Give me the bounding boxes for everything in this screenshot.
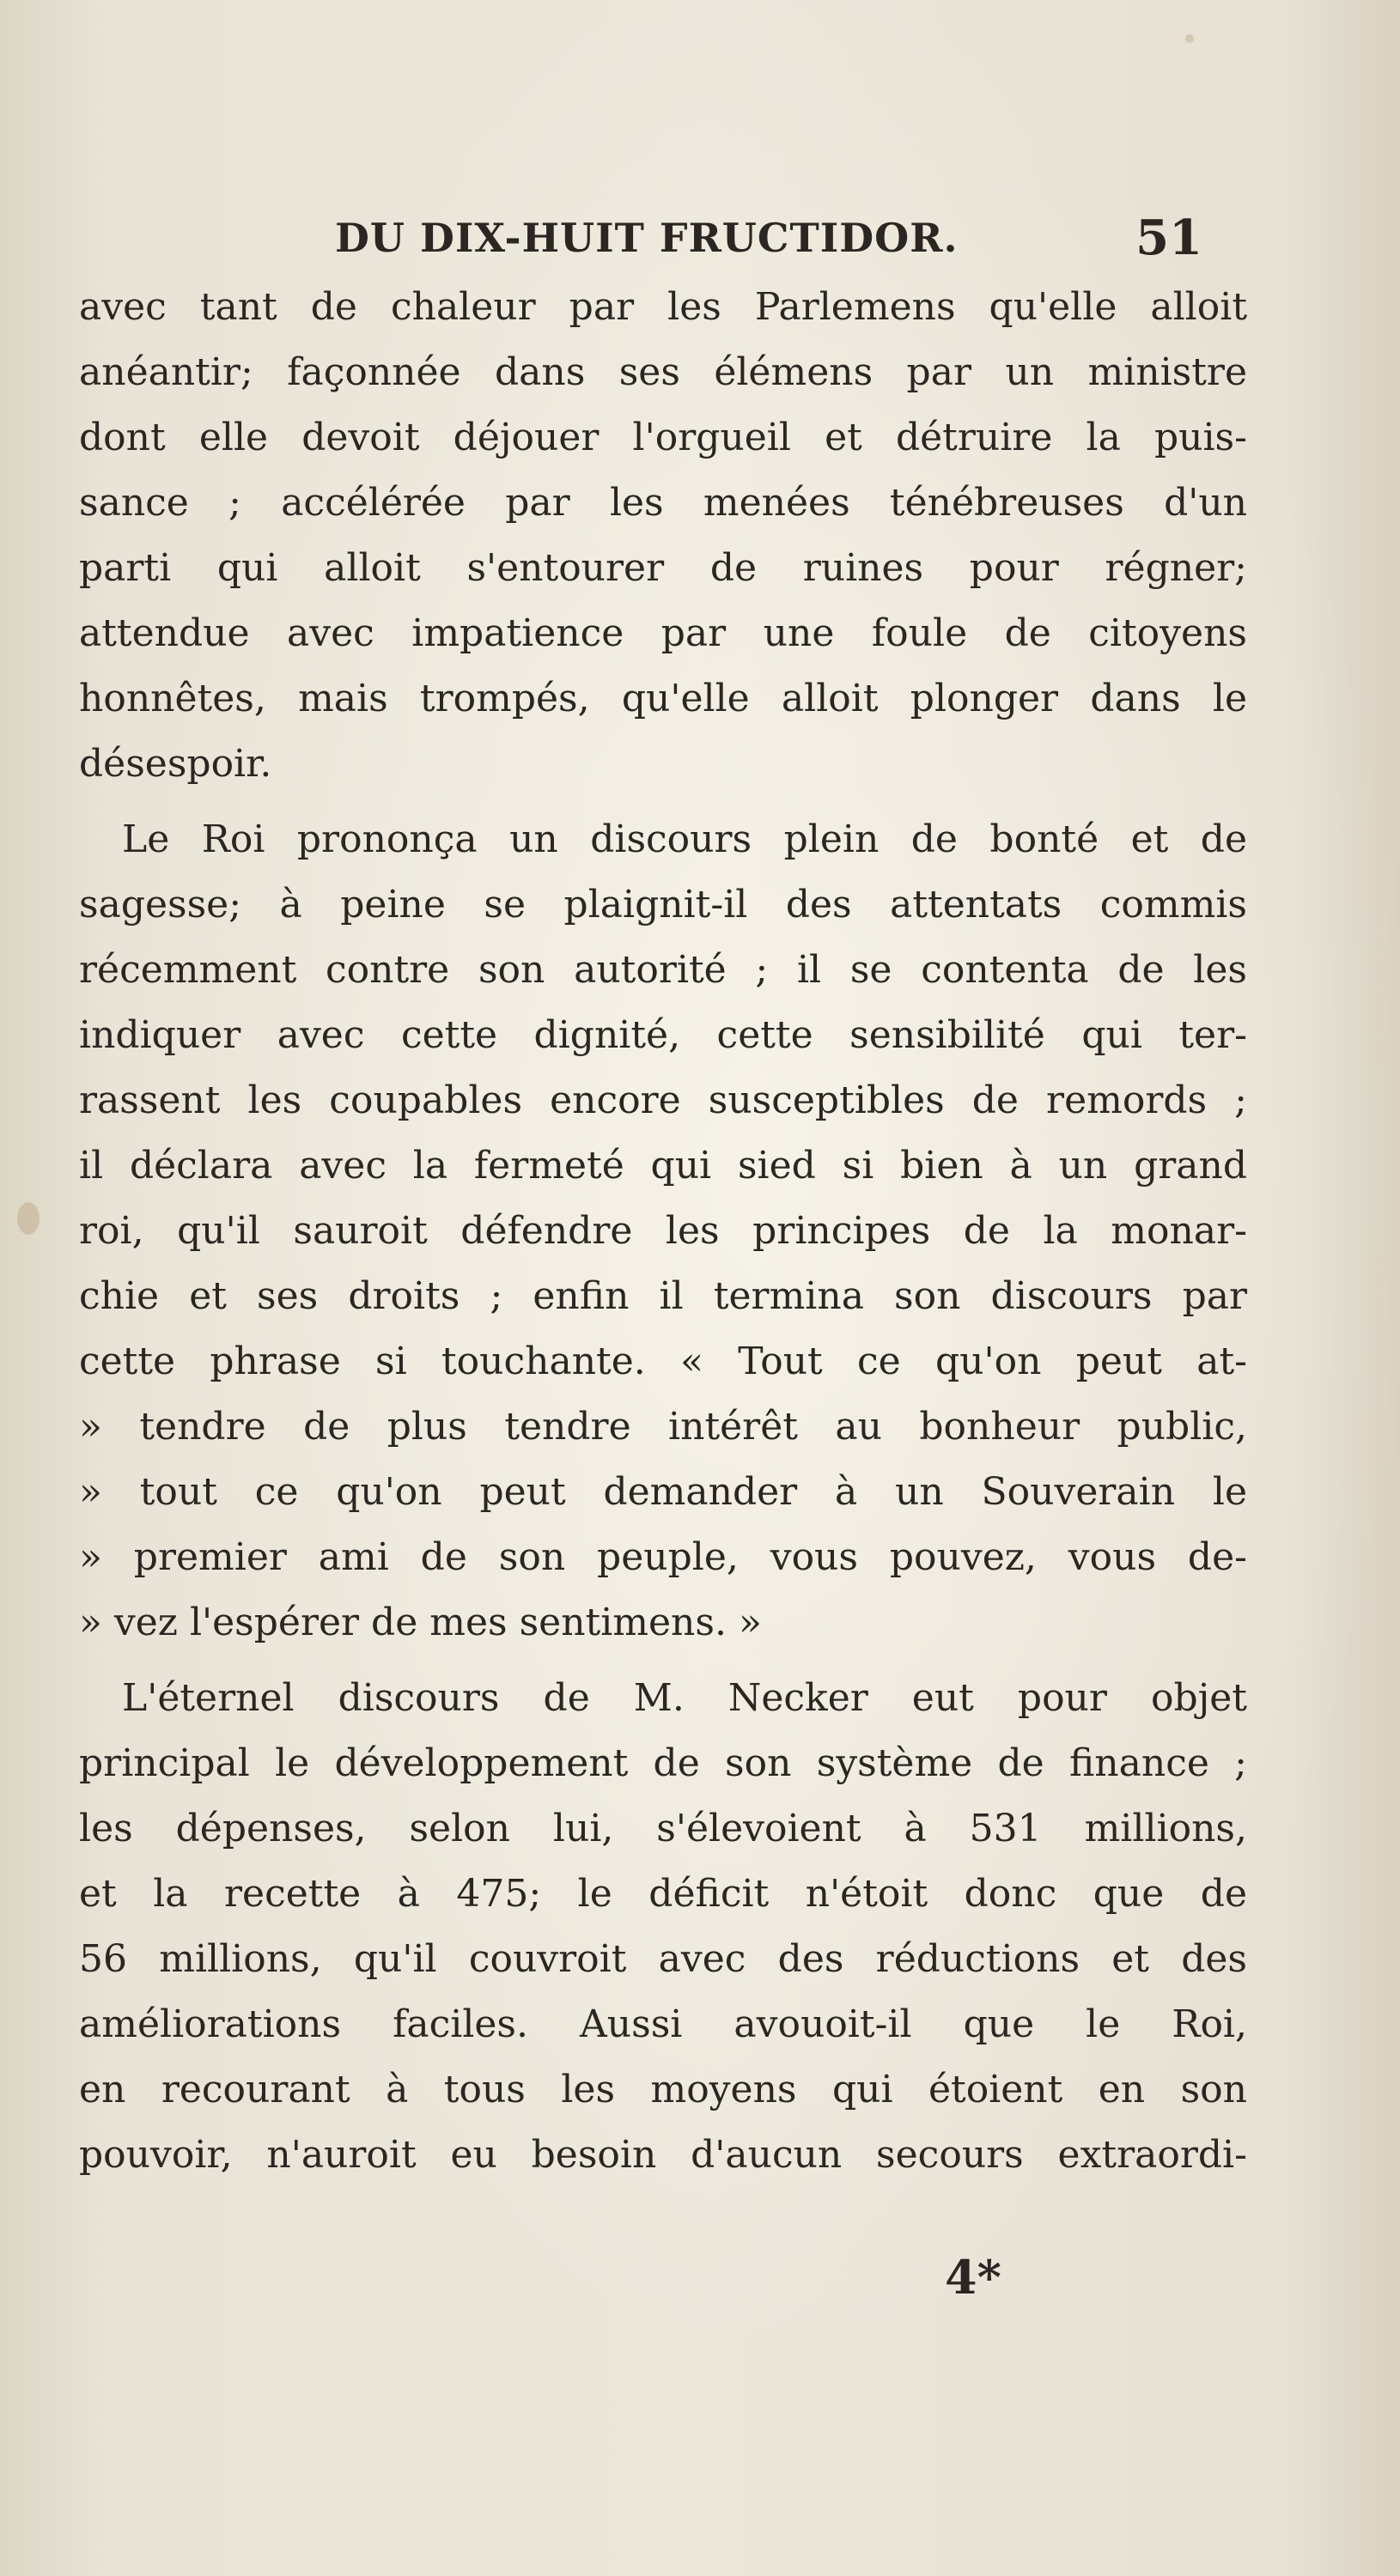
text-line: parti qui alloit s'entourer de ruines pour régner; [79, 546, 1247, 590]
text-line: il déclara avec la fermeté qui sied si bien à un grand [79, 1144, 1247, 1188]
body-text [79, 275, 1247, 2198]
paper-stain [17, 1202, 40, 1235]
text-line: principal le développement de son système de finance ; [79, 1741, 1247, 1785]
text-line: récemment contre son autorité ; il se contenta de les [79, 948, 1247, 992]
text-line: améliorations faciles. Aussi avouoit-il que le Roi, [79, 2002, 1247, 2046]
text-line: avec tant de chaleur par les Parlemens qu'elle alloit [79, 285, 1247, 329]
paragraph-2 [79, 807, 1247, 1656]
text-line: rassent les coupables encore susceptibles de remords ; [79, 1078, 1247, 1122]
text-line: sagesse; à peine se plaignit-il des attentats commis [79, 883, 1247, 927]
text-line: en recourant à tous les moyens qui étoient en son [79, 2068, 1247, 2111]
text-line: dont elle devoit déjouer l'orgueil et détruire la puis- [79, 416, 1247, 459]
text-line: attendue avec impatience par une foule de citoyens [79, 611, 1247, 655]
text-line: anéantir; façonnée dans ses élémens par un ministre [79, 350, 1247, 394]
text-line: et la recette à 475; le déficit n'étoit donc que de [79, 1872, 1247, 1916]
page-number: 51 [1135, 210, 1202, 266]
text-line: honnêtes, mais trompés, qu'elle alloit plonger dans le [79, 677, 1247, 720]
text-line: » premier ami de son peuple, vous pouvez, vous de- [79, 1535, 1247, 1579]
paragraph-1 [79, 275, 1247, 797]
text-line: cette phrase si touchante. « Tout ce qu'on peut at- [79, 1340, 1247, 1383]
text-line: chie et ses droits ; enfin il termina son discours par [79, 1274, 1247, 1318]
paragraph-3 [79, 1666, 1247, 2188]
page-header [335, 210, 1228, 266]
text-line: » tendre de plus tendre intérêt au bonheur public, [79, 1405, 1247, 1449]
paper-stain [1185, 34, 1194, 43]
text-line: les dépenses, selon lui, s'élevoient à 531 millions, [79, 1807, 1247, 1850]
running-title: DU DIX-HUIT FRUCTIDOR. [335, 215, 959, 261]
text-line: sance ; accélérée par les menées ténébreuses d'un [79, 481, 1247, 525]
text-line: Le Roi prononça un discours plein de bonté et de [122, 817, 1247, 861]
text-line: désespoir. [79, 742, 272, 786]
text-line: 56 millions, qu'il couvroit avec des réductions et des [79, 1937, 1247, 1981]
text-line: » tout ce qu'on peut demander à un Souverain le [79, 1470, 1247, 1514]
text-line: pouvoir, n'auroit eu besoin d'aucun secours extraordi- [79, 2133, 1247, 2177]
text-line: roi, qu'il sauroit défendre les principes de la monar- [79, 1209, 1247, 1253]
text-line: L'éternel discours de M. Necker eut pour objet [122, 1676, 1247, 1720]
text-line: indiquer avec cette dignité, cette sensibilité qui ter- [79, 1013, 1247, 1057]
text-line: » vez l'espérer de mes sentimens. » [79, 1601, 762, 1644]
signature-mark: 4* [945, 2250, 1001, 2305]
